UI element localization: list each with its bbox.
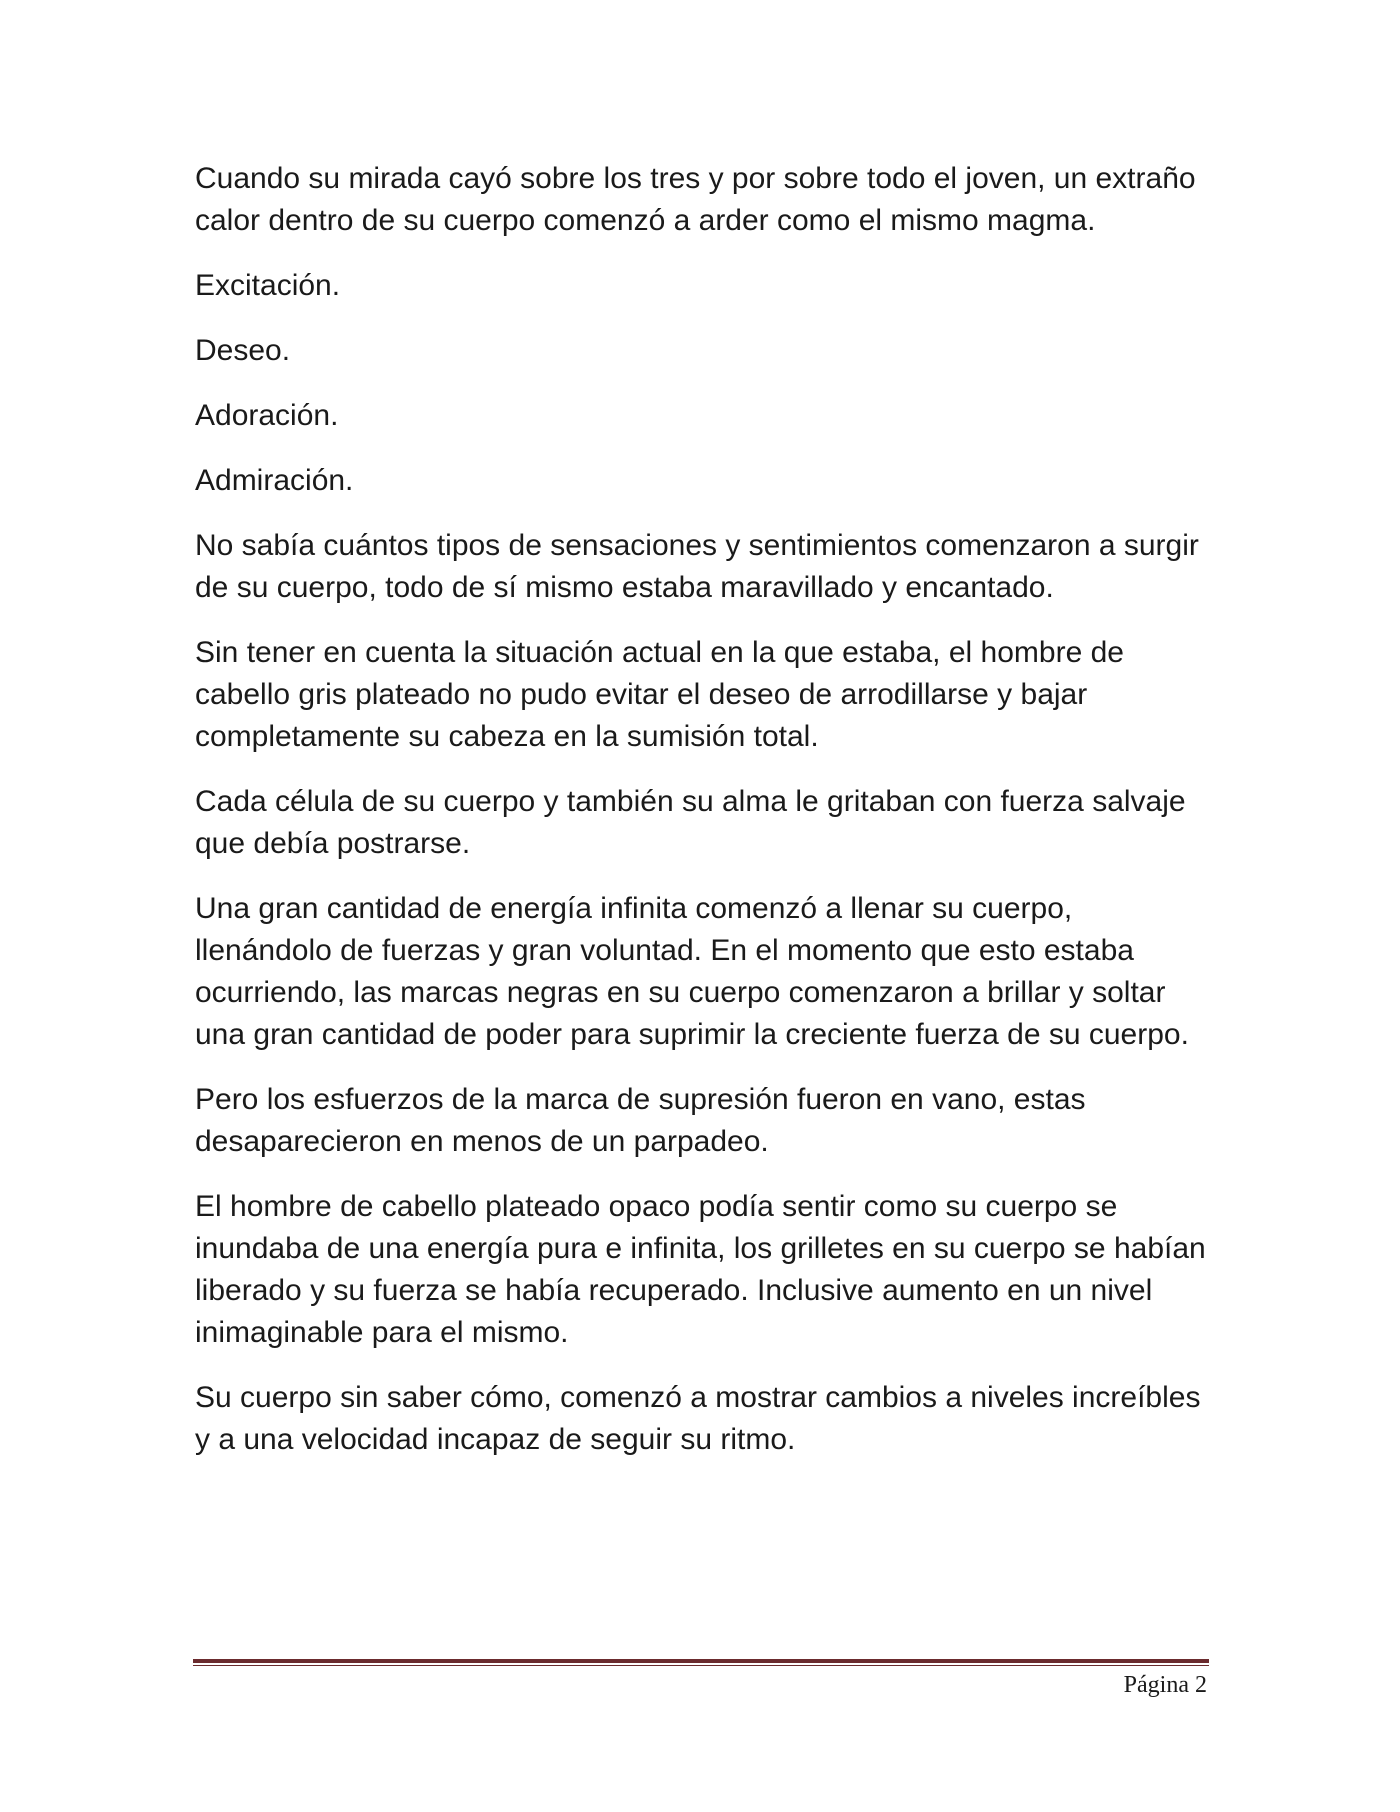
paragraph: Pero los esfuerzos de la marca de supresión fueron en vano, estas desaparecieron en menos de un parpadeo.: [195, 1083, 1086, 1158]
paragraph: Deseo.: [195, 334, 291, 367]
page-number: Página 2: [1123, 1672, 1207, 1698]
paragraph: Excitación.: [195, 269, 341, 302]
footer-divider-thin-line: [193, 1665, 1209, 1666]
paragraph: Sin tener en cuenta la situación actual en la que estaba, el hombre de cabello gris plateado no pudo evitar el deseo de arrodillarse y bajar completamente su cabeza en la sumisión total.: [195, 636, 1124, 753]
footer-divider: [193, 1659, 1209, 1666]
paragraph: Cada célula de su cuerpo y también su alma le gritaban con fuerza salvaje que debía postrarse.: [195, 785, 1186, 860]
paragraph: El hombre de cabello plateado opaco podía sentir como su cuerpo se inundaba de una energía pura e infinita, los grilletes en su cuerpo se habían liberado y su fuerza se había recuperado. Inclusive aumento en un nivel inimaginable para el mismo.: [195, 1190, 1206, 1349]
body-text: [195, 158, 1215, 1484]
paragraph: Admiración.: [195, 464, 354, 497]
paragraph: Una gran cantidad de energía infinita comenzó a llenar su cuerpo, llenándolo de fuerzas y gran voluntad. En el momento que esto estaba ocurriendo, las marcas negras en su cuerpo comenzaron a brillar y soltar una gran cantidad de poder para suprimir la creciente fuerza de su cuerpo.: [195, 892, 1189, 1051]
paragraph: Su cuerpo sin saber cómo, comenzó a mostrar cambios a niveles increíbles y a una velocidad incapaz de seguir su ritmo.: [195, 1381, 1201, 1456]
paragraph: Adoración.: [195, 399, 339, 432]
footer-divider-thick-line: [193, 1659, 1209, 1663]
paragraph: Cuando su mirada cayó sobre los tres y por sobre todo el joven, un extraño calor dentro de su cuerpo comenzó a arder como el mismo magma.: [195, 162, 1196, 237]
paragraph: No sabía cuántos tipos de sensaciones y sentimientos comenzaron a surgir de su cuerpo, todo de sí mismo estaba maravillado y encantado.: [195, 529, 1199, 604]
